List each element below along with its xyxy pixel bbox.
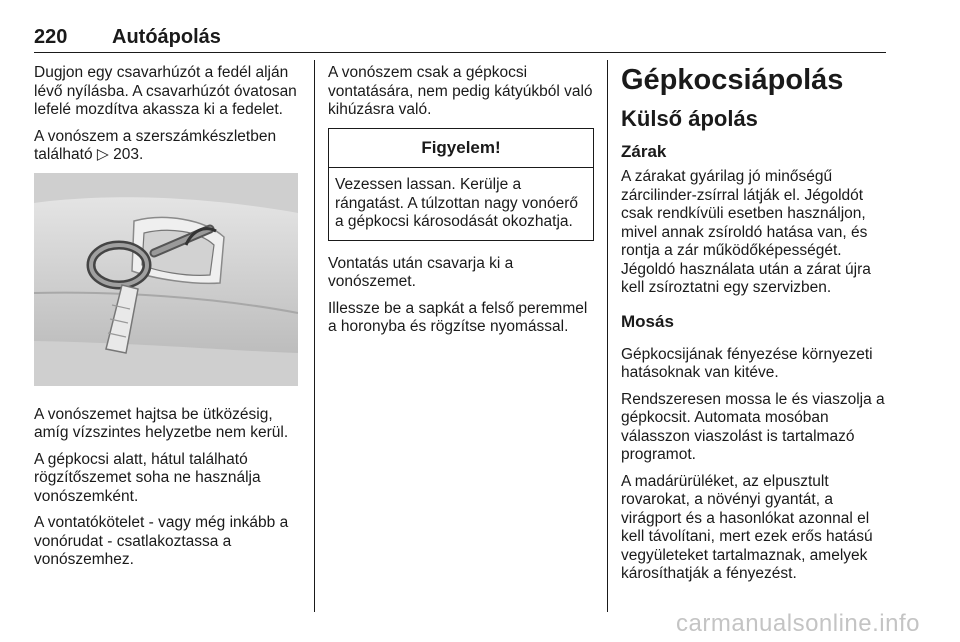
column-divider (607, 60, 608, 612)
warning-text: Vezessen lassan. Kerülje a rángatást. A túlzottan nagy vonóerő a gépkocsi károsodását okozhatja. (335, 176, 579, 230)
page-header (34, 26, 886, 53)
paragraph-reference (34, 128, 302, 165)
watermark: carmanualsonline.info (676, 610, 920, 637)
page-number: 220 (34, 26, 68, 48)
paragraph: A vonószem csak a gépkocsi vontatására, nem pedig kátyúkból való kihúzásra való. (328, 64, 593, 118)
chapter-heading: Gépkocsiápolás (621, 64, 844, 96)
paragraph: Gépkocsijának fényezése környezeti hatásoknak van kitéve. (621, 345, 873, 381)
paragraph: Rendszeresen mossa le és viaszolja a gépkocsit. Automata mosóban válasszon viaszolást is tartalmazó programot. (621, 390, 885, 463)
paragraph: A vonószemet hajtsa be ütközésig, amíg vízszintes helyzetbe nem kerül. (34, 405, 289, 441)
paragraph-text: A vonószem a szerszámkészletben található (34, 127, 277, 163)
warning-box (328, 128, 594, 241)
paragraph: Illessze be a sapkát a felső peremmel a horonyba és rögzítse nyomással. (328, 299, 588, 335)
subsection-heading: Mosás (621, 311, 674, 331)
warning-title: Figyelem! (329, 129, 593, 169)
column-left (34, 64, 302, 578)
paragraph: A vontatókötelet - vagy még inkább a vonórudat - csatlakoztassa a vonószemhez. (34, 514, 289, 568)
paragraph: Vontatás után csavarja ki a vonószemet. (328, 254, 514, 290)
tow-eye-illustration (34, 173, 298, 386)
page-reference[interactable]: 203 (113, 146, 140, 163)
paragraph: Dugjon egy csavarhúzót a fedél alján lévő nyílásba. A csavarhúzót óvatosan lefelé mozdítva akassza ki a fedelet. (34, 64, 297, 118)
column-right (621, 64, 889, 592)
paragraph: A zárakat gyárilag jó minőségű zárcilinder-zsírral látják el. Jégoldót csak rendkívüli esetben használjon, mivel annak zsíroldó hatása van, és rontja a zár működőképességét. Jégoldó használata után a zárat újra kell zsíroztatni egy szervizben. (621, 168, 871, 296)
column-middle (328, 64, 594, 345)
section-heading: Külső ápolás (621, 106, 758, 131)
section-title: Autóápolás (112, 26, 221, 48)
arrow-reference-icon: ▷ (96, 146, 109, 163)
punctuation: . (139, 146, 144, 163)
paragraph: A gépkocsi alatt, hátul található rögzítőszemet soha ne használja vonószemként. (34, 450, 261, 505)
paragraph: A madárürüléket, az elpusztult rovarokat, a növényi gyantát, a virágport és a hasonlókat azonnal el kell távolítani, mert ezek erős hatású vegyületeket tartalmaznak, amelyek károsíthatják a fényezést. (621, 472, 873, 582)
subsection-heading: Zárak (621, 142, 667, 161)
column-divider (314, 60, 315, 612)
